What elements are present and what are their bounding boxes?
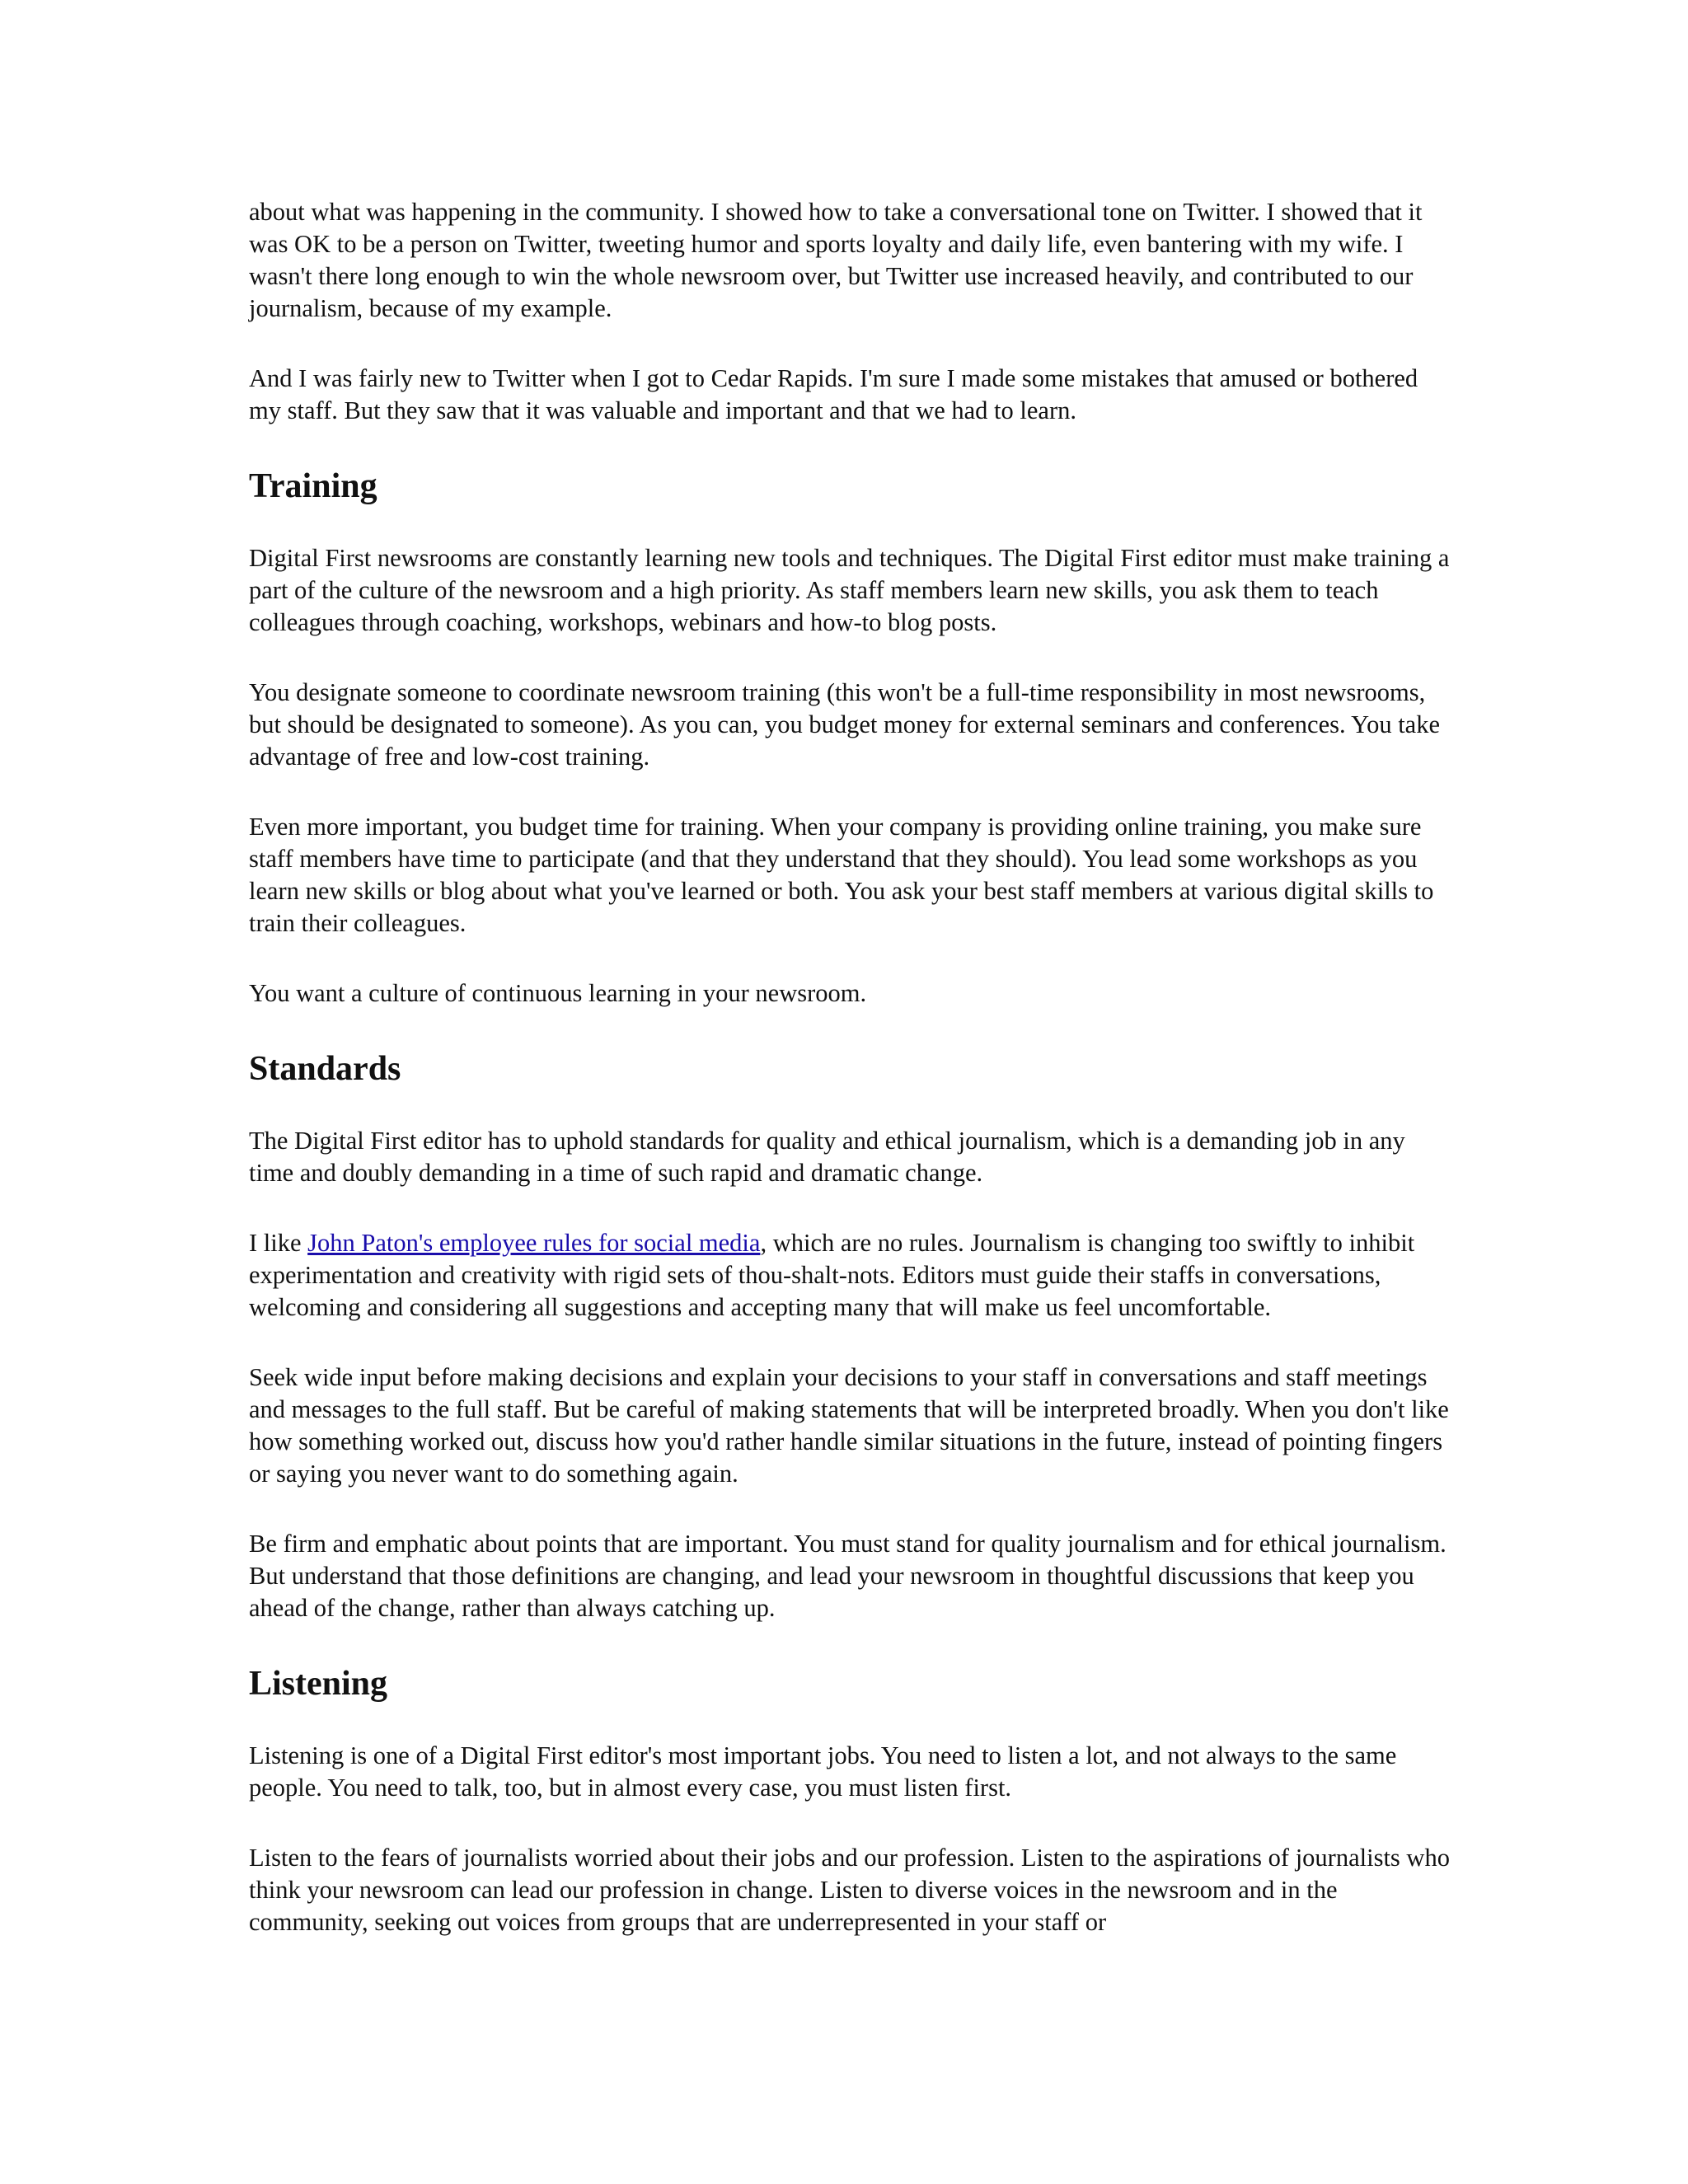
intro-paragraph-2: And I was fairly new to Twitter when I got to Cedar Rapids. I'm sure I made some mistakes that amused or bothered my staff. But they saw that it was valuable and important and that we had to learn. [249,364,1418,424]
training-paragraph-4: You want a culture of continuous learning in your newsroom. [249,979,867,1007]
training-paragraph-3: Even more important, you budget time for training. When your company is providing online training, you make sure staff members have time to participate (and that they understand that they should). You lead some workshops as you learn new skills or blog about what you've learned or both. You ask your best staff members at various digital skills to train their colleagues. [249,813,1434,937]
standards-paragraph-1: The Digital First editor has to uphold standards for quality and ethical journalism, which is a demanding job in any time and doubly demanding in a time of such rapid and dramatic change. [249,1127,1405,1187]
training-heading: Training [249,467,377,505]
intro-paragraph-1: about what was happening in the community. I showed how to take a conversational tone on Twitter. I showed that it was OK to be a person on Twitter, tweeting humor and sports loyalty and daily life, even bantering with my wife. I wasn't there long enough to win the whole newsroom over, but Twitter use increased heavily, and contributed to our journalism, because of my example. [249,198,1423,322]
standards-p2-text-after: , which are no rules. Journalism is changing too swiftly to inhibit experimentation and creativity with rigid sets of thou-shalt-nots. Editors must guide their staffs in conversations, welcoming and considering all suggestions and accepting many that will make us feel uncomfortable. [249,1229,1415,1321]
document-page [249,196,1452,1976]
standards-heading: Standards [249,1050,401,1088]
standards-paragraph-3: Seek wide input before making decisions and explain your decisions to your staff in conversations and staff meetings and messages to the full staff. But be careful of making statements that will be interpreted broadly. When you don't like how something worked out, discuss how you'd rather handle similar situations in the future, instead of pointing fingers or saying you never want to do something again. [249,1363,1449,1488]
listening-heading: Listening [249,1665,388,1703]
john-paton-rules-link[interactable]: John Paton's employee rules for social media [307,1229,761,1257]
training-paragraph-2: You designate someone to coordinate newsroom training (this won't be a full-time responsibility in most newsrooms, but should be designated to someone). As you can, you budget money for external seminars and conferences. You take advantage of free and low-cost training. [249,678,1441,771]
standards-paragraph-4: Be firm and emphatic about points that are important. You must stand for quality journalism and for ethical journalism. But understand that those definitions are changing, and lead your newsroom in thoughtful discussions that keep you ahead of the change, rather than always catching up. [249,1530,1447,1622]
standards-p2-text-before: I like [249,1229,308,1257]
listening-paragraph-2: Listen to the fears of journalists worried about their jobs and our profession. Listen to the aspirations of journalists who think your newsroom can lead our profession in change. Listen to diverse voices in the newsroom and in the community, seeking out voices from groups that are underrepresented in your staff or [249,1844,1450,1936]
listening-paragraph-1: Listening is one of a Digital First editor's most important jobs. You need to listen a lot, and not always to the same people. You need to talk, too, but in almost every case, you must listen first. [249,1741,1397,1802]
training-paragraph-1: Digital First newsrooms are constantly learning new tools and techniques. The Digital First editor must make training a part of the culture of the newsroom and a high priority. As staff members learn new skills, you ask them to teach colleagues through coaching, workshops, webinars and how-to blog posts. [249,544,1450,636]
standards-paragraph-2 [249,1227,1452,1324]
